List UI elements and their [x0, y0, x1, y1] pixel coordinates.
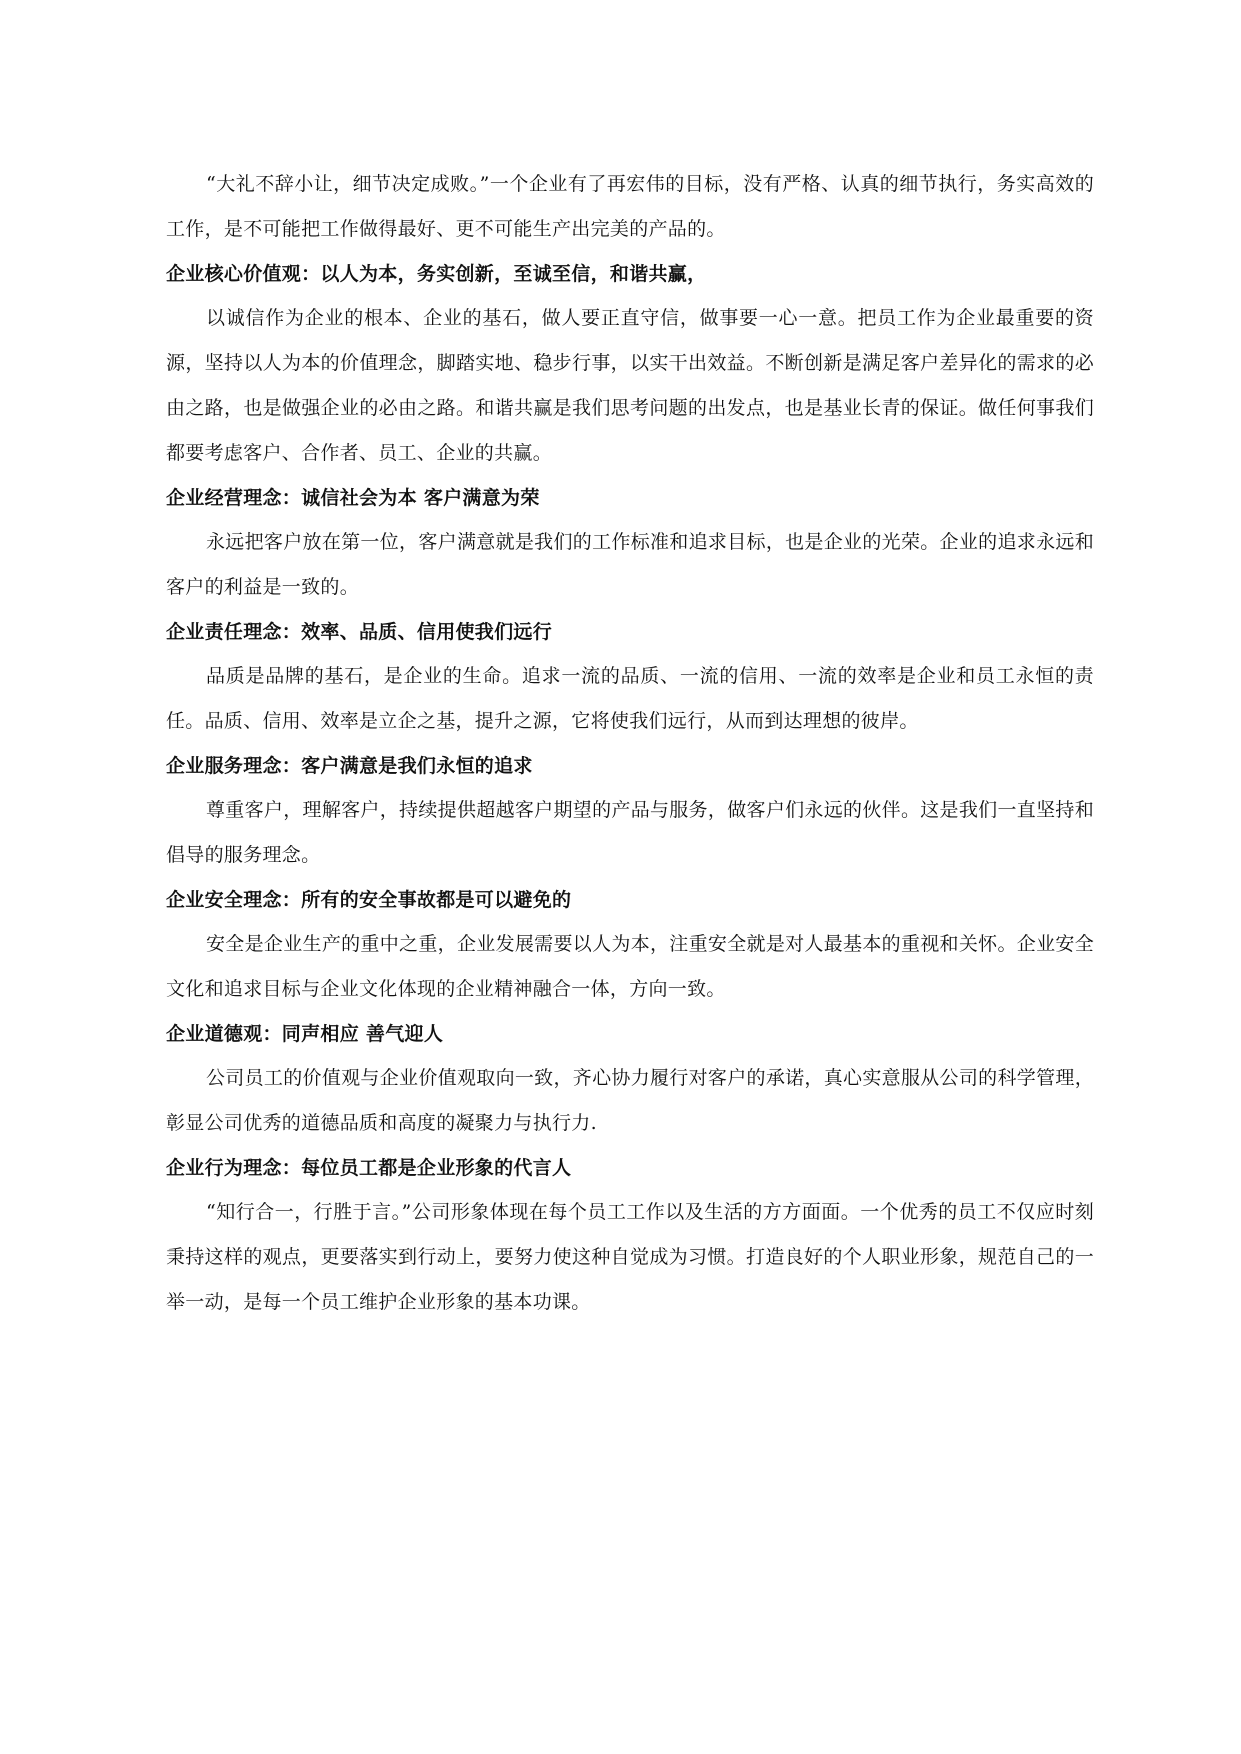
section-body-responsibility: 品质是品牌的基石，是企业的生命。追求一流的品质、一流的信用、一流的效率是企业和员工永恒的责任。品质、信用、效率是立企之基，提升之源，它将使我们远行，从而到达理想的彼岸。 [166, 665, 1094, 732]
section-heading-ethics: 企业道德观：同声相应 善气迎人 [166, 1023, 444, 1045]
section-body-safety: 安全是企业生产的重中之重，企业发展需要以人为本，注重安全就是对人最基本的重视和关怀。企业安全文化和追求目标与企业文化体现的企业精神融合一体，方向一致。 [166, 933, 1094, 1000]
section-body-business-philosophy: 永远把客户放在第一位，客户满意就是我们的工作标准和追求目标，也是企业的光荣。企业的追求永远和客户的利益是一致的。 [166, 531, 1094, 598]
section-heading-conduct: 企业行为理念：每位员工都是企业形象的代言人 [166, 1157, 572, 1179]
section-heading-business-philosophy: 企业经营理念：诚信社会为本 客户满意为荣 [166, 487, 540, 509]
section-heading-responsibility: 企业责任理念：效率、品质、信用使我们远行 [166, 621, 553, 643]
section-body-conduct: “知行合一，行胜于言。”公司形象体现在每个员工工作以及生活的方方面面。一个优秀的员工不仅应时刻秉持这样的观点，更要落实到行动上，要努力使这种自觉成为习惯。打造良好的个人职业形象，规范自己的一举一动，是每一个员工维护企业形象的基本功课。 [166, 1201, 1094, 1313]
section-heading-core-values: 企业核心价值观：以人为本，务实创新，至诚至信，和谐共赢， [166, 263, 707, 285]
section-body-service: 尊重客户，理解客户，持续提供超越客户期望的产品与服务，做客户们永远的伙伴。这是我们一直坚持和倡导的服务理念。 [166, 799, 1094, 866]
intro-paragraph: “大礼不辞小让，细节决定成败。”一个企业有了再宏伟的目标，没有严格、认真的细节执行，务实高效的工作，是不可能把工作做得最好、更不可能生产出完美的产品的。 [166, 173, 1094, 240]
document-page [166, 162, 1094, 1325]
section-heading-service: 企业服务理念：客户满意是我们永恒的追求 [166, 755, 533, 777]
section-body-core-values: 以诚信作为企业的根本、企业的基石，做人要正直守信，做事要一心一意。把员工作为企业最重要的资源，坚持以人为本的价值理念，脚踏实地、稳步行事，以实干出效益。不断创新是满足客户差异化的需求的必由之路，也是做强企业的必由之路。和谐共赢是我们思考问题的出发点，也是基业长青的保证。做任何事我们都要考虑客户、合作者、员工、企业的共赢。 [166, 307, 1094, 464]
section-body-ethics: 公司员工的价值观与企业价值观取向一致，齐心协力履行对客户的承诺，真心实意服从公司的科学管理，彰显公司优秀的道德品质和高度的凝聚力与执行力. [166, 1067, 1094, 1134]
section-heading-safety: 企业安全理念：所有的安全事故都是可以避免的 [166, 889, 572, 911]
